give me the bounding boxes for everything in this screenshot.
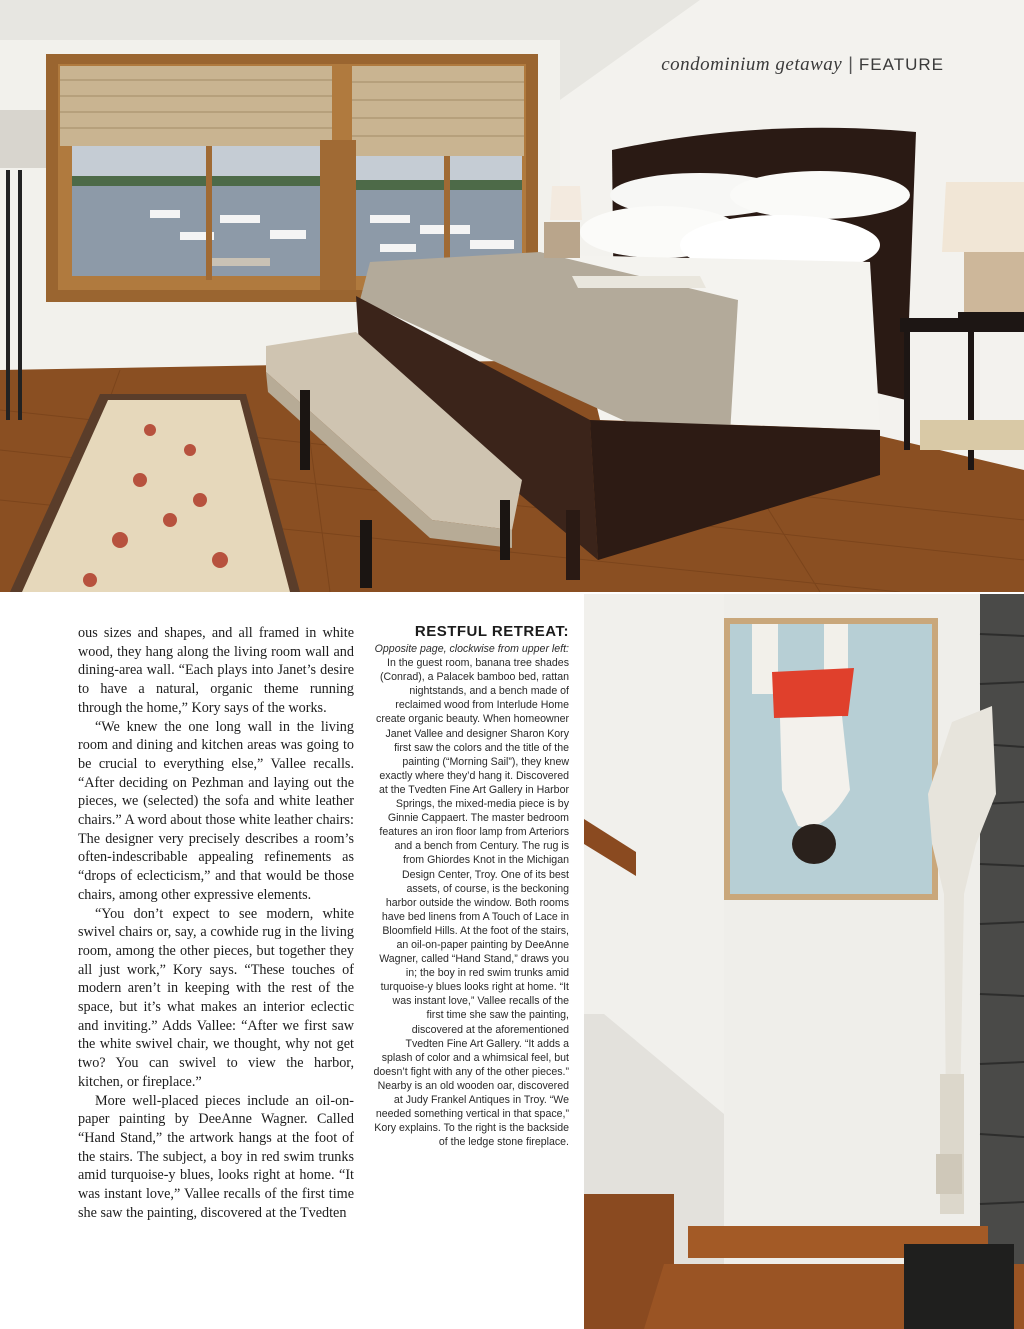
caption-body: In the guest room, banana tree shades (Conrad), a Palacek bamboo bed, rattan nightstands, and a bench made of reclaimed wood from Interlude Home create organic beauty. When homeowner Janet Vallee and designer Sharon Kory first saw the colors and the title of the painting (“Morning Sail”), they knew exactly where they’d hang it. Discovered at the Tvedten Fine Art Gallery in Harbor Springs, the mixed-media piece is by Ginnie Cappaert. The master bedroom features an iron floor lamp from Arteriors and a bench from Century. The rug is from Ghiordes Knot in the Michigan Design Center, Troy. One of its best assets, of course, is the beckoning harbor outside the window. Both rooms have bed linens from A Touch of Lace in Bloomfield Hills. At the foot of the stairs, an oil-on-paper painting by DeeAnne Wagner, called “Hand Stand,” draws you in; the boy in red swim trunks amid turquoise-y blues looks right at home. “It was instant love,” Vallee recalls of the first time she saw the painting, discovered at the aforementioned Tvedten Fine Art Gallery. “It adds a splash of color and a whimsical feel, but doesn’t fight with any of the other pieces.” Nearby is an old wooden oar, discovered at Judy Frankel Antiques in Troy. “We needed something vertical in that space,” Kory explains. To the right is the backside of the ledge stone fireplace. (373, 657, 569, 1149)
section-title: condominium getaway (661, 54, 843, 75)
bedroom-photo (0, 0, 1024, 592)
running-head-separator: | (848, 54, 853, 74)
caption-lead: Opposite page, clockwise from upper left: (374, 643, 569, 655)
running-head (661, 54, 944, 76)
caption-title: RESTFUL RETREAT: (414, 623, 569, 640)
stairwell-photo (584, 594, 1024, 1329)
section-kind: FEATURE (858, 55, 944, 74)
article-paragraph: More well-placed pieces include an oil-on-paper painting by DeeAnne Wagner. Called “Hand Stand,” the artwork hangs at the foot of the stairs. The subject, a boy in red swim trunks amid turquoise-y blues, looks right at home. “It was instant love,” Vallee recalls of the first time she saw the painting, discovered at the Tvedten (78, 1092, 354, 1221)
article-paragraph: ous sizes and shapes, and all framed in white wood, they hang along the living room wall and dining-area wall. “Each plays into Janet’s desire to have a natural, organic theme running through the home,” Kory says of the works. (78, 625, 354, 716)
article-paragraph: “You don’t expect to see modern, white swivel chairs or, say, a cowhide rug in the living room, among the other pieces, but together they all just work,” Kory says. “These touches of modern aren’t in keeping with the rest of the space, but it’s what makes an interior eclectic and inviting.” Adds Vallee: “After we first saw the white swivel chair, we thought, why not get two? You can swivel to view the harbor, kitchen, or fireplace.” (78, 905, 354, 1090)
caption-text (373, 642, 569, 1149)
article-body (78, 624, 354, 1223)
photo-caption (373, 623, 569, 1149)
article-paragraph: “We knew the one long wall in the living room and dining and kitchen areas was going to be crucial to everything else,” Vallee recalls. “After deciding on Pezhman and laying out the pieces, we (selected) the sofa and white leather chairs.” A word about those white leather chairs: The designer very precisely describes a room’s often-indescribable appealing refinements as “drops of eclecticism,” and that would be those chairs, among other expressive elements. (78, 718, 354, 903)
